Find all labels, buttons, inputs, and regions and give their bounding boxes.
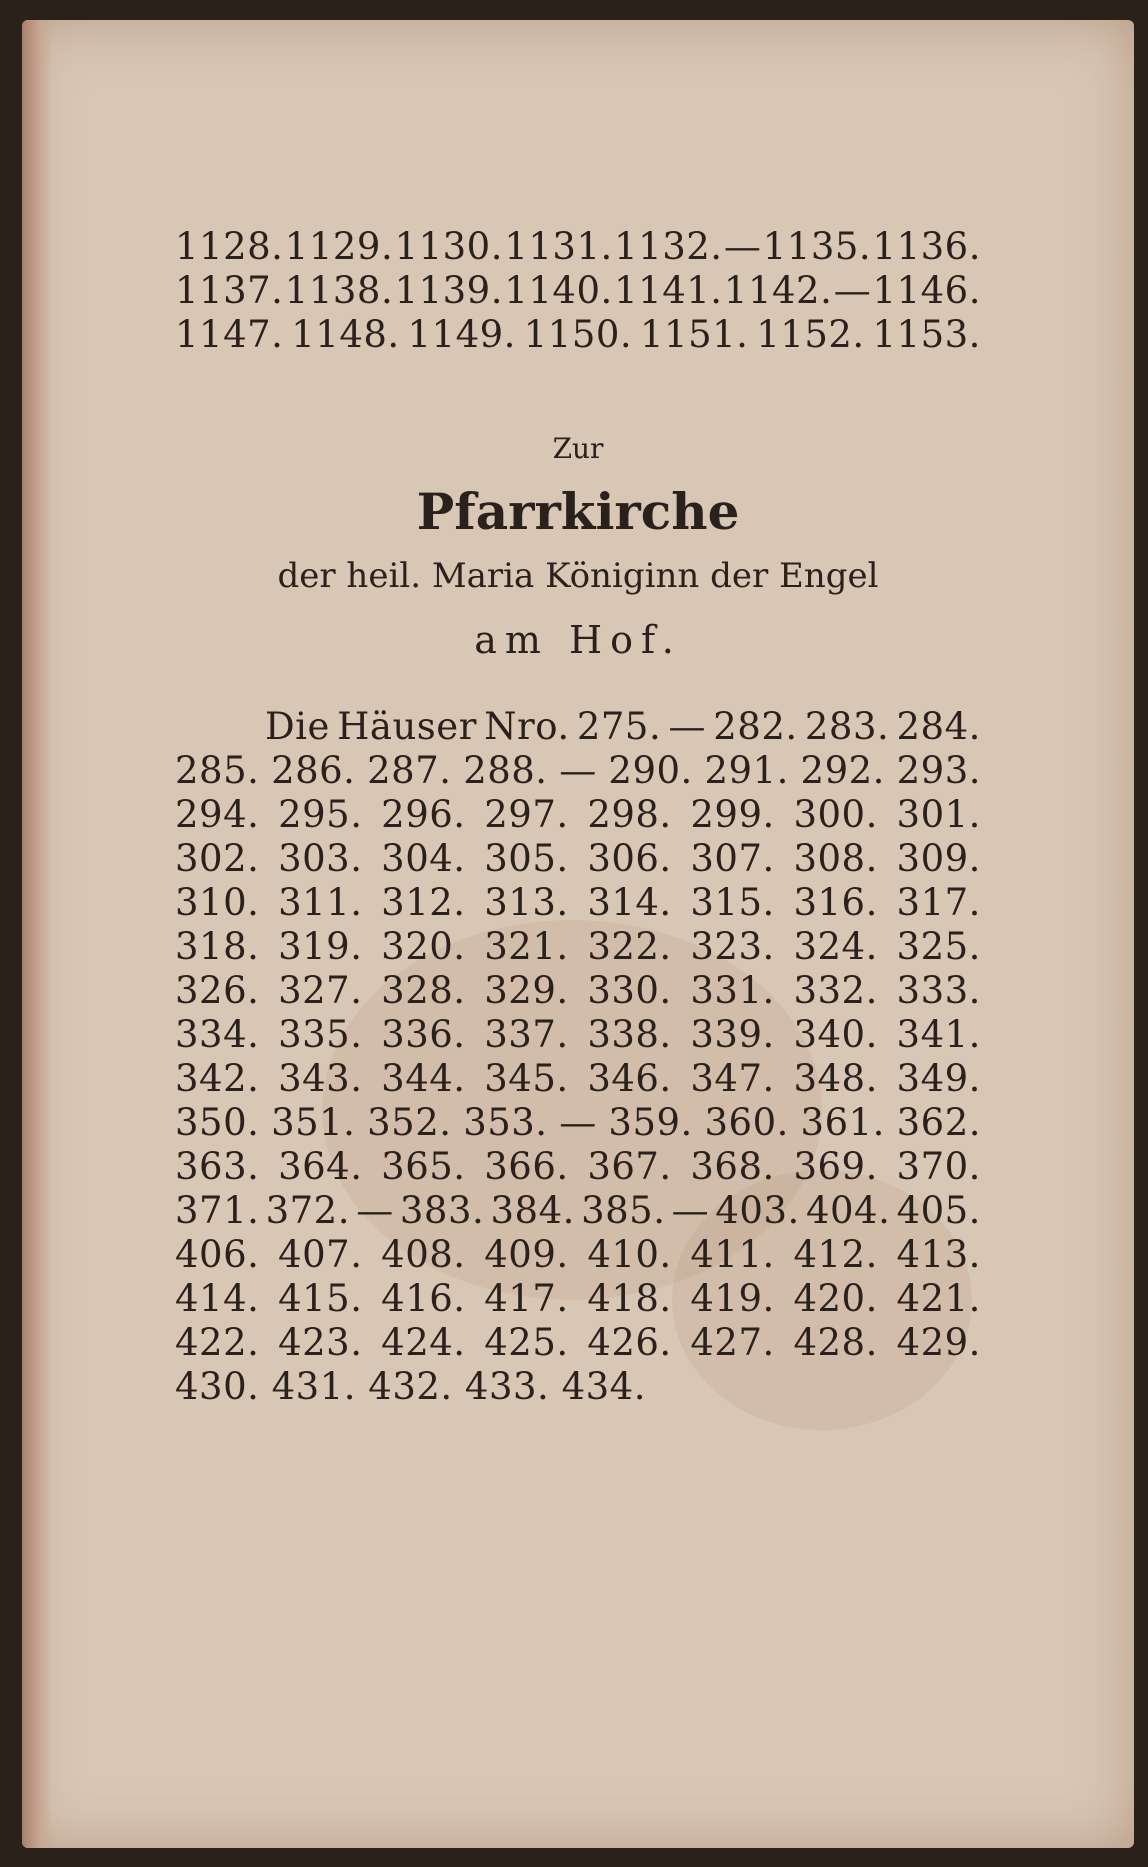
line-token: 1149. [407, 313, 516, 356]
line-token: 425. [484, 1321, 569, 1364]
line-token: 313. [484, 881, 569, 924]
line-token: 348. [793, 1057, 878, 1100]
line-text [175, 1013, 981, 1060]
line-token: 421. [896, 1277, 981, 1320]
line-text [175, 1101, 981, 1148]
line-token: 305. [484, 837, 569, 880]
line-token: 408. [381, 1233, 466, 1276]
line-token: 275. [576, 705, 662, 748]
line-text [175, 925, 981, 972]
line-token: 326. [175, 969, 260, 1012]
continuation-line [175, 269, 981, 316]
line-token: 334. [175, 1013, 260, 1056]
line-text [175, 1321, 981, 1368]
line-token: 306. [587, 837, 672, 880]
line-token: — [671, 1189, 710, 1232]
heading-location: am Hof. [474, 618, 682, 662]
line-token: 288. [463, 749, 548, 792]
line-token: 345. [484, 1057, 569, 1100]
line-token: 351. [271, 1101, 356, 1144]
house-line [175, 793, 981, 840]
line-token: 285. [175, 749, 260, 792]
line-token: 369. [793, 1145, 878, 1188]
line-token: 403. [715, 1189, 800, 1232]
line-text [175, 1277, 981, 1324]
line-token: 429. [896, 1321, 981, 1364]
line-token: 336. [381, 1013, 466, 1056]
line-token: 1146. [872, 269, 981, 312]
line-token: 368. [690, 1145, 775, 1188]
line-token: 1130. [394, 225, 503, 268]
line-token: 412. [793, 1233, 878, 1276]
line-token: 383. [399, 1189, 485, 1232]
line-token: 304. [381, 837, 466, 880]
line-token: 291. [704, 749, 789, 792]
line-token: 1140. [504, 269, 613, 312]
line-token: 1132. [614, 225, 723, 268]
house-line-first [175, 705, 981, 752]
line-token: 371. [175, 1189, 260, 1232]
line-token: 365. [381, 1145, 466, 1188]
line-token: 298. [587, 793, 672, 836]
line-token: 347. [690, 1057, 775, 1100]
line-token: 332. [793, 969, 878, 1012]
line-token: Die [265, 705, 330, 748]
line-token: 424. [381, 1321, 466, 1364]
line-token: 1128. [175, 225, 284, 268]
line-text [175, 313, 981, 360]
house-line [175, 1233, 981, 1280]
line-token: 310. [175, 881, 260, 924]
line-token: 328. [381, 969, 466, 1012]
line-token: 360. [704, 1101, 789, 1144]
line-token: 428. [793, 1321, 878, 1364]
line-token: 302. [175, 837, 260, 880]
line-token: 427. [690, 1321, 775, 1364]
line-token: 308. [793, 837, 878, 880]
line-token: 318. [175, 925, 260, 968]
line-token: 419. [690, 1277, 775, 1320]
line-token: 307. [690, 837, 775, 880]
line-token: 370. [896, 1145, 981, 1188]
line-token: 406. [175, 1233, 260, 1276]
heading-zur: Zur [552, 432, 604, 465]
line-token: 301. [896, 793, 981, 836]
page-gutter [22, 20, 52, 1848]
house-line [175, 1145, 981, 1192]
line-token: 323. [690, 925, 775, 968]
line-text [175, 1057, 981, 1104]
line-token: 317. [896, 881, 981, 924]
line-token: 1142. [723, 269, 833, 312]
line-token: 361. [800, 1101, 885, 1144]
line-token: 314. [587, 881, 672, 924]
line-token: 418. [587, 1277, 672, 1320]
line-token: 319. [278, 925, 363, 968]
line-token: — [668, 705, 706, 748]
line-token: 359. [608, 1101, 693, 1144]
line-token: 342. [175, 1057, 260, 1100]
line-token: 420. [793, 1277, 878, 1320]
line-token: 1136. [872, 225, 981, 268]
house-line [175, 925, 981, 972]
line-text [175, 225, 981, 272]
line-token: 296. [381, 793, 466, 836]
line-token: 338. [587, 1013, 672, 1056]
house-line [175, 1057, 981, 1104]
line-token: 353. [463, 1101, 548, 1144]
line-token: 1152. [756, 313, 865, 356]
line-token: 385. [581, 1189, 666, 1232]
line-token: 292. [800, 749, 885, 792]
line-token: Häuser [337, 705, 477, 748]
line-token: 409. [484, 1233, 569, 1276]
line-text [175, 969, 981, 1016]
line-token: — [356, 1189, 394, 1232]
line-token: 405. [896, 1189, 981, 1232]
line-text [175, 1145, 981, 1192]
house-line [175, 1101, 981, 1148]
house-numbers-block [175, 705, 981, 1412]
line-text [175, 793, 981, 840]
line-token: 411. [690, 1233, 775, 1276]
line-token: Nro. [484, 705, 570, 748]
line-token: 287. [367, 749, 452, 792]
line-token: 316. [793, 881, 878, 924]
line-token: 363. [175, 1145, 260, 1188]
line-token: 331. [690, 969, 775, 1012]
line-token: 335. [278, 1013, 363, 1056]
line-token: 300. [793, 793, 878, 836]
line-token: 320. [381, 925, 466, 968]
line-token: 299. [690, 793, 775, 836]
line-token: 283. [804, 705, 890, 748]
line-token: 422. [175, 1321, 260, 1364]
line-token: 339. [690, 1013, 775, 1056]
line-token: 346. [587, 1057, 672, 1100]
line-token: 413. [896, 1233, 981, 1276]
line-token: 333. [896, 969, 981, 1012]
line-token: 321. [484, 925, 569, 968]
house-line [175, 837, 981, 884]
line-token: 1137. [175, 269, 284, 312]
line-token: 303. [278, 837, 363, 880]
line-token: 426. [587, 1321, 672, 1364]
line-text [175, 1189, 981, 1236]
line-token: 362. [896, 1101, 981, 1144]
line-token: 404. [805, 1189, 891, 1232]
line-token: 416. [381, 1277, 466, 1320]
house-line [175, 881, 981, 928]
house-line [175, 1013, 981, 1060]
line-token: 1138. [284, 269, 394, 312]
continuation-line [175, 313, 981, 360]
line-token: 340. [793, 1013, 878, 1056]
line-token: 350. [175, 1101, 260, 1144]
line-token: 324. [793, 925, 878, 968]
line-token: 327. [278, 969, 363, 1012]
house-line [175, 969, 981, 1016]
line-token: 286. [271, 749, 356, 792]
line-text: 430. 431. 432. 433. 434. [175, 1365, 646, 1408]
line-token: 417. [484, 1277, 569, 1320]
line-token: 1151. [640, 313, 749, 356]
line-token: 293. [896, 749, 981, 792]
line-token: 415. [278, 1277, 363, 1320]
line-token: 366. [484, 1145, 569, 1188]
line-token: 311. [278, 881, 363, 924]
house-line [175, 1321, 981, 1368]
line-token: 294. [175, 793, 260, 836]
line-token: 341. [896, 1013, 981, 1056]
line-text [265, 705, 981, 752]
continuation-line [175, 225, 981, 272]
line-token: 344. [381, 1057, 466, 1100]
line-token: 410. [587, 1233, 672, 1276]
line-token: — [723, 225, 762, 268]
line-token: 372. [265, 1189, 350, 1232]
house-line [175, 749, 981, 796]
line-token: 1141. [614, 269, 723, 312]
line-token: 1153. [872, 313, 981, 356]
house-line [175, 1189, 981, 1236]
line-token: 325. [896, 925, 981, 968]
line-text [175, 881, 981, 928]
line-token: 1135. [762, 225, 872, 268]
line-token: — [833, 269, 872, 312]
line-token: 1129. [284, 225, 394, 268]
house-line [175, 1277, 981, 1324]
line-token: 282. [713, 705, 798, 748]
line-token: 364. [278, 1145, 363, 1188]
line-token: 384. [490, 1189, 575, 1232]
line-token: 352. [367, 1101, 452, 1144]
line-token: 1131. [504, 225, 613, 268]
line-token: 1150. [523, 313, 633, 356]
heading-dedication: der heil. Maria Königinn der Engel [277, 556, 879, 596]
line-text [175, 837, 981, 884]
line-token: 367. [587, 1145, 672, 1188]
line-text [175, 749, 981, 796]
continuation-block [175, 225, 981, 360]
line-token: 1139. [394, 269, 503, 312]
line-token: 309. [896, 837, 981, 880]
line-token: 1147. [175, 313, 284, 356]
line-text [175, 1233, 981, 1280]
line-token: 414. [175, 1277, 260, 1320]
line-token: — [559, 749, 597, 792]
line-token: 297. [484, 793, 569, 836]
line-token: 284. [896, 705, 981, 748]
line-text [175, 269, 981, 316]
house-line-last [175, 1365, 981, 1412]
line-token: 322. [587, 925, 672, 968]
line-token: 290. [608, 749, 693, 792]
line-token: 423. [278, 1321, 363, 1364]
line-token: 337. [484, 1013, 569, 1056]
line-token: 407. [278, 1233, 363, 1276]
line-token: 295. [278, 793, 363, 836]
line-token: 349. [896, 1057, 981, 1100]
line-token: 343. [278, 1057, 363, 1100]
line-token: — [559, 1101, 597, 1144]
line-token: 315. [690, 881, 775, 924]
line-token: 329. [484, 969, 569, 1012]
heading-church: Pfarrkirche [416, 482, 740, 541]
line-token: 1148. [291, 313, 400, 356]
line-token: 330. [587, 969, 672, 1012]
line-token: 312. [381, 881, 466, 924]
